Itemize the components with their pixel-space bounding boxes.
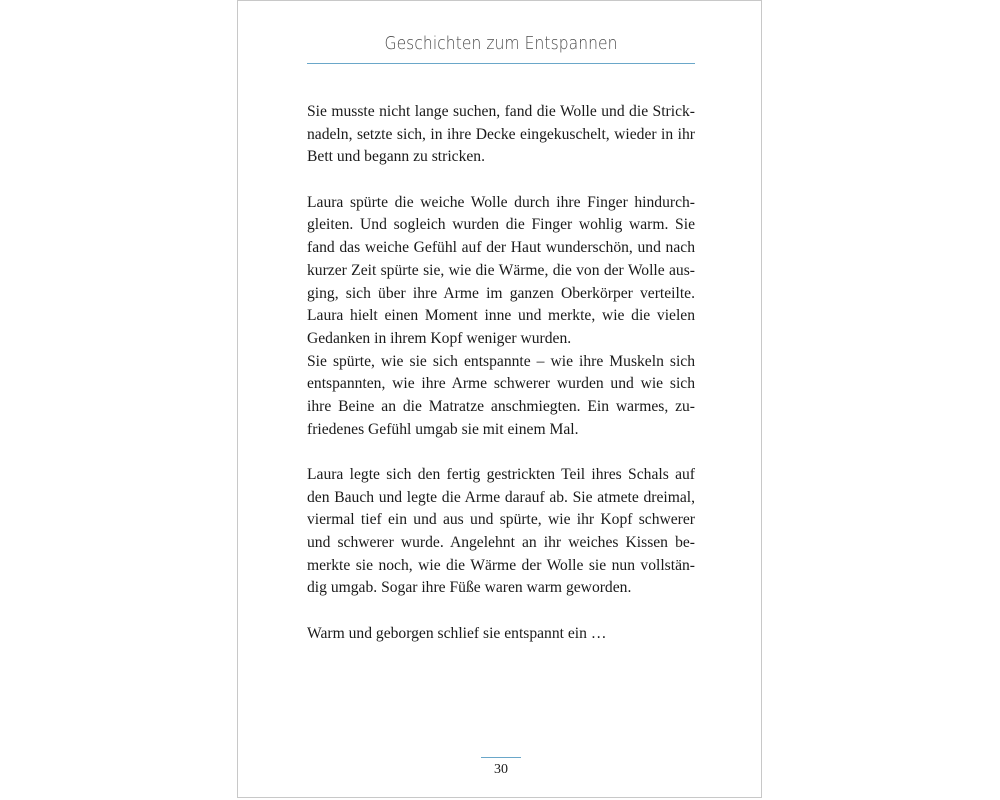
body-text (307, 101, 695, 668)
text-line: Warm und geborgen schlief sie entspannt ein … (307, 624, 607, 642)
text-line: Gedanken in ihrem Kopf weniger wurden. (307, 329, 572, 347)
text-line: gleiten. Und sogleich wurden die Finger wohlig warm. Sie (307, 216, 695, 234)
text-line: viermal tief ein und aus und spürte, wie ihr Kopf schwerer (307, 511, 695, 529)
paragraph-3 (307, 464, 695, 600)
text-line: Sie spürte, wie sie sich entspannte – wie ihre Muskeln sich (307, 352, 695, 370)
text-line: ging, sich über ihre Arme im ganzen Oberkörper verteilte. (307, 284, 695, 302)
text-line: fand das weiche Gefühl auf der Haut wunderschön, und nach (307, 239, 695, 257)
text-line: ihre Beine an die Matratze anschmiegten. Ein warmes, zu- (307, 397, 695, 415)
text-line: dig umgab. Sogar ihre Füße waren warm geworden. (307, 579, 632, 597)
text-line: den Bauch und legte die Arme darauf ab. Sie atmete dreimal, (307, 488, 695, 506)
text-line: Laura hielt einen Moment inne und merkte, wie die vielen (307, 307, 695, 325)
book-page (237, 0, 762, 798)
paragraph-4 (307, 623, 695, 646)
text-line: und schwerer wurde. Angelehnt an ihr weiches Kissen be- (307, 534, 695, 552)
text-line: nadeln, setzte sich, in ihre Decke eingekuschelt, wieder in ihr (307, 125, 695, 143)
text-line: Bett und begann zu stricken. (307, 148, 485, 166)
paragraph-1 (307, 101, 695, 169)
text-line: Sie musste nicht lange suchen, fand die Wolle und die Strick- (307, 103, 695, 120)
running-header-title: Geschichten zum Entspannen (384, 33, 618, 54)
text-line: Laura legte sich den fertig gestrickten Teil ihres Schals auf (307, 466, 695, 483)
text-line: kurzer Zeit spürte sie, wie die Wärme, die von der Wolle aus- (307, 261, 695, 279)
footer-rule (481, 757, 521, 758)
text-line: Laura spürte die weiche Wolle durch ihre Finger hindurch- (307, 193, 695, 211)
text-line: friedenes Gefühl umgab sie mit einem Mal. (307, 420, 579, 438)
paragraph-2 (307, 192, 695, 442)
text-line: merkte sie noch, wie die Wärme der Wolle sie nun vollstän- (307, 556, 695, 574)
header-rule (307, 63, 695, 64)
text-line: entspannten, wie ihre Arme schwerer wurden und wie sich (307, 375, 695, 393)
page-number: 30 (494, 762, 508, 777)
